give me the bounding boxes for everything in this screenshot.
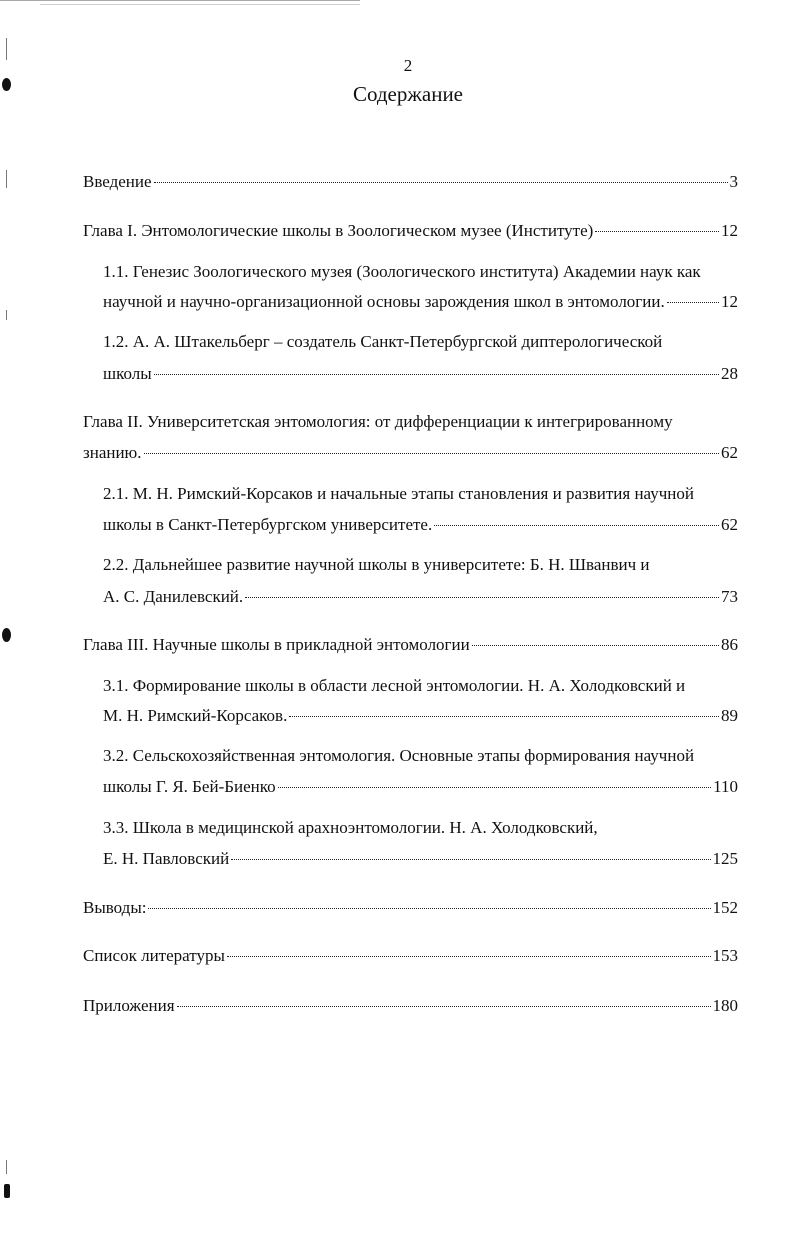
toc-page: 180 xyxy=(712,996,738,1015)
toc-label: научной и научно-организационной основы зарождения школ в энтомологии. xyxy=(103,292,665,311)
toc-entry-3-1-line1[interactable]: 3.1. Формирование школы в области лесной энтомологии. Н. А. Холодковский и xyxy=(103,676,686,695)
toc-entry-chapter-3[interactable] xyxy=(83,635,738,655)
toc-page: 62 xyxy=(721,443,738,462)
binding-hole-mark xyxy=(4,1184,10,1198)
dot-leader xyxy=(154,182,728,183)
toc-entry-2-2[interactable] xyxy=(103,587,738,607)
toc-label: М. Н. Римский-Корсаков. xyxy=(103,706,288,725)
scan-artifact xyxy=(6,1160,7,1174)
toc-label: Введение xyxy=(83,172,152,191)
toc-page: 125 xyxy=(712,849,738,868)
toc-label: школы в Санкт-Петербургском университете. xyxy=(103,515,433,534)
binding-hole-mark xyxy=(2,628,11,642)
toc-entry-1-1-line1[interactable]: 1.1. Генезис Зоологического музея (Зоологического института) Академии наук как xyxy=(103,262,701,281)
toc-entry-1-2[interactable] xyxy=(103,364,738,384)
toc-label: школы xyxy=(103,364,152,383)
toc-label: Е. Н. Павловский xyxy=(103,849,230,868)
dot-leader xyxy=(245,597,719,598)
toc-entry-3-2-line1[interactable]: 3.2. Сельскохозяйственная энтомология. Основные этапы формирования научной xyxy=(103,746,695,765)
toc-page: 62 xyxy=(721,515,738,534)
page-number: 2 xyxy=(403,56,413,75)
toc-entry-conclusions[interactable] xyxy=(83,898,738,918)
scan-edge-line xyxy=(0,0,360,1)
toc-entry-2-2-line1[interactable]: 2.2. Дальнейшее развитие научной школы в университете: Б. Н. Шванвич и xyxy=(103,555,650,574)
toc-label: школы Г. Я. Бей-Биенко xyxy=(103,777,276,796)
dot-leader xyxy=(278,787,711,788)
toc-page: 153 xyxy=(712,946,738,965)
toc-label: Приложения xyxy=(83,996,175,1015)
toc-label: А. С. Данилевский. xyxy=(103,587,244,606)
dot-leader xyxy=(144,453,719,454)
toc-page: 110 xyxy=(713,777,738,796)
dot-leader xyxy=(434,525,719,526)
toc-entry-chapter-1[interactable] xyxy=(83,221,738,241)
scan-edge-line xyxy=(40,4,360,5)
toc-label: знанию. xyxy=(83,443,142,462)
dot-leader xyxy=(289,716,719,717)
toc-page: 12 xyxy=(721,292,738,311)
toc-entry-references[interactable] xyxy=(83,946,738,966)
dot-leader xyxy=(154,374,719,375)
toc-entry-3-1[interactable] xyxy=(103,706,738,726)
scan-artifact xyxy=(6,310,7,320)
toc-page: 73 xyxy=(721,587,738,606)
toc-page: 28 xyxy=(721,364,738,383)
toc-entry-3-3[interactable] xyxy=(103,849,738,869)
toc-entry-2-1-line1[interactable]: 2.1. М. Н. Римский-Корсаков и начальные этапы становления и развития научной xyxy=(103,484,694,503)
toc-entry-appendix[interactable] xyxy=(83,996,738,1016)
toc-label: Выводы: xyxy=(83,898,147,917)
toc-entry-1-1[interactable] xyxy=(103,292,738,312)
dot-leader xyxy=(148,908,710,909)
toc-entry-chapter-2-line1[interactable]: Глава II. Университетская энтомология: от дифференциации к интегрированному xyxy=(83,412,673,431)
toc-page: 86 xyxy=(721,635,738,654)
dot-leader xyxy=(231,859,710,860)
toc-entry-1-2-line1[interactable]: 1.2. А. А. Штакельберг – создатель Санкт-Петербургской диптерологической xyxy=(103,332,663,351)
toc-label: Глава I. Энтомологические школы в Зоологическом музее (Институте) xyxy=(83,221,594,240)
dot-leader xyxy=(472,645,719,646)
toc-entry-chapter-2[interactable] xyxy=(83,443,738,463)
dot-leader xyxy=(227,956,711,957)
dot-leader xyxy=(177,1006,711,1007)
toc-entry-2-1[interactable] xyxy=(103,515,738,535)
toc-page: 12 xyxy=(721,221,738,240)
page-title: Содержание xyxy=(352,82,464,106)
toc-page: 89 xyxy=(721,706,738,725)
toc-label: Глава III. Научные школы в прикладной энтомологии xyxy=(83,635,470,654)
toc-page: 152 xyxy=(712,898,738,917)
toc-entry-intro[interactable] xyxy=(83,172,738,192)
toc-entry-3-2[interactable] xyxy=(103,777,738,797)
dot-leader xyxy=(595,231,719,232)
toc-entry-3-3-line1[interactable]: 3.3. Школа в медицинской арахноэнтомологии. Н. А. Холодковский, xyxy=(103,818,598,837)
scan-artifact xyxy=(6,170,7,188)
toc-label: Список литературы xyxy=(83,946,225,965)
dot-leader xyxy=(667,302,719,303)
toc-page: 3 xyxy=(729,172,738,191)
